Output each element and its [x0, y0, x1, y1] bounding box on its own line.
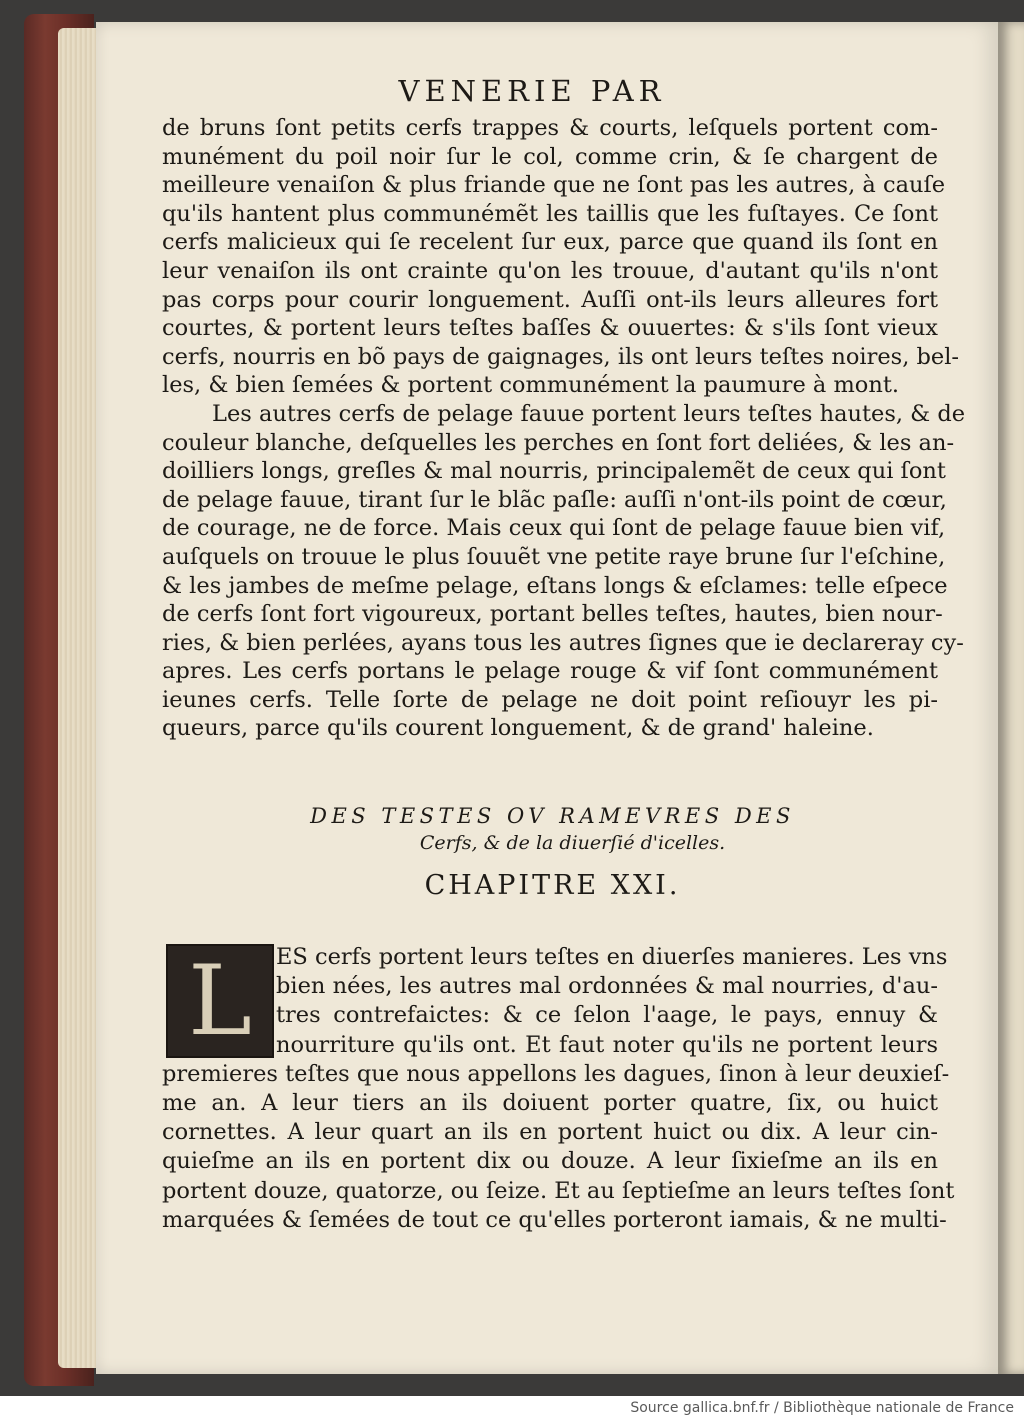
text-line: ES cerfs portent leurs teſtes en diuerſes manieres. Les vns: [276, 944, 948, 970]
text-line: marquées & ſemées de tout ce qu'elles porteront iamais, & ne multi-: [162, 1206, 947, 1233]
text-line: de courage, ne de force. Mais ceux qui ſont de pelage fauue bien vif,: [162, 515, 946, 542]
text-line: Les autres cerfs de pelage fauue portent leurs teſtes hautes, & de: [212, 400, 966, 427]
footer-bar: [0, 1396, 1024, 1423]
source-credit: Source gallica.bnf.fr / Bibliothèque nationale de France: [630, 1400, 1014, 1416]
text-line: tres contrefaictes: & ce ſelon l'aage, le pays, ennuy &: [276, 1002, 938, 1029]
chapter-title: DES TESTES OV RAMEVRES DES: [310, 804, 795, 828]
text-line: nourriture qu'ils ont. Et faut noter qu'ils ne portent leurs: [276, 1031, 938, 1058]
text-line: me an. A leur tiers an ils doiuent porter quatre, ſix, ou huict: [162, 1089, 938, 1116]
text-line: meilleure venaiſon & plus friande que ne ſont pas les autres, à cauſe: [162, 172, 946, 199]
text-line: leur venaiſon ils ont crainte qu'on les trouue, d'autant qu'ils n'ont: [162, 257, 938, 284]
text-line: de bruns ſont petits cerfs trappes & courts, leſquels portent com-: [162, 115, 938, 141]
running-head: VENERIE PAR: [398, 74, 666, 108]
text-line: quieſme an ils en portent dix ou douze. A leur ſixieſme an ils en: [162, 1148, 938, 1175]
text-line: & les jambes de meſme pelage, eſtans longs & eſclames: telle eſpece: [162, 572, 948, 599]
text-line: munément du poil noir ſur le col, comme crin, & ſe chargent de: [162, 143, 938, 170]
text-line: ieunes cerfs. Telle ſorte de pelage ne doit point reſiouyr les pi-: [162, 686, 938, 713]
drop-cap-letter: L: [188, 945, 252, 1057]
chapter-text: [162, 943, 955, 1235]
text-line: doilliers longs, greſles & mal nourris, principalemẽt de ceux qui ſont: [162, 458, 946, 485]
text-line: de pelage fauue, tirant ſur le blãc paſle: auſſi n'ont-ils point de cœur,: [162, 486, 947, 513]
text-line: queurs, parce qu'ils courent longuement, & de grand' haleine.: [162, 715, 874, 742]
text-line: cerfs malicieux qui ſe recelent ſur eux, parce que quand ils ſont en: [162, 229, 938, 256]
text-line: de cerfs ſont fort vigoureux, portant belles teſtes, hautes, bien nour-: [162, 601, 943, 628]
text-line: courtes, & portent leurs teſtes baſſes & ouuertes: & s'ils ſont vieux: [162, 315, 938, 342]
facing-page-edge: [998, 22, 1024, 1374]
text-line: qu'ils hantent plus communémẽt les taillis que les fuſtayes. Ce ſont: [162, 200, 938, 227]
text-line: ries, & bien perlées, ayans tous les autres ſignes que ie declareray cy-: [162, 629, 964, 656]
text-line: pas corps pour courir longuement. Auſſi ont-ils leurs alleures fort: [162, 286, 938, 313]
text-line: auſquels on trouue le plus ſouuẽt vne petite raye brune ſur l'eſchine,: [162, 543, 946, 570]
text-line: couleur blanche, deſquelles les perches en ſont fort deliées, & les an-: [162, 429, 955, 456]
page-edges: [58, 28, 98, 1368]
chapter-subtitle: Cerfs, & de la diuerſié d'icelles.: [419, 832, 726, 854]
text-line: les, & bien ſemées & portent communément la paumure à mont.: [162, 372, 900, 399]
text-line: portent douze, quatorze, ou ſeize. Et au ſeptieſme an leurs teſtes ſont: [162, 1177, 955, 1204]
text-line: bien nées, les autres mal ordonnées & mal nourries, d'au-: [276, 973, 938, 1000]
body-text: [162, 114, 966, 743]
text-line: premieres teſtes que nous appellons les dagues, ſinon à leur deuxieſ-: [162, 1060, 950, 1087]
text-line: apres. Les cerfs portans le pelage rouge & vif ſont communément: [162, 658, 938, 685]
chapter-number: CHAPITRE XXI.: [424, 870, 681, 901]
text-line: cornettes. A leur quart an ils en portent huict ou dix. A leur cin-: [162, 1119, 938, 1146]
text-line: cerfs, nourris en bõ pays de gaignages, ils ont leurs teſtes noires, bel-: [162, 343, 960, 370]
